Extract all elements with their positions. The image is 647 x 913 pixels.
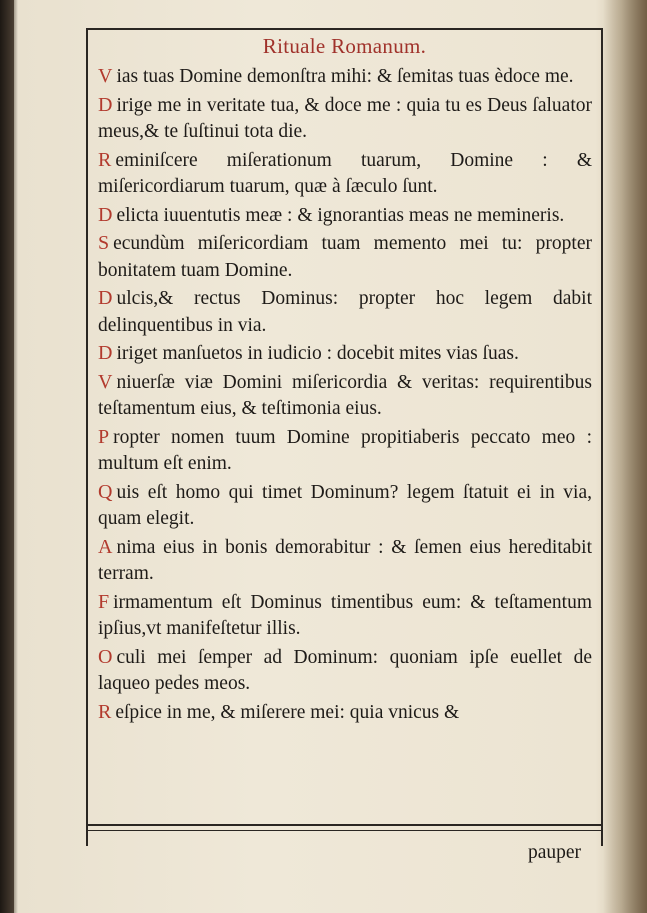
verse-text: eſpice in me, & miſerere mei: quia vnicus &	[115, 701, 460, 723]
verse-text: niuerſæ viæ Domini miſericordia & veritas: requirentibus teſtamentum eius, & teſtimonia eius.	[98, 371, 592, 419]
verse-text: irmamentum eſt Dominus timentibus eum: & teſtamentum ipſius,vt manifeſtetur illis.	[98, 591, 592, 639]
verse-text: ulcis,& rectus Dominus: propter hoc legem dabit delinquentibus in via.	[98, 288, 592, 336]
red-initial: R	[98, 700, 112, 723]
red-initial: S	[98, 232, 110, 254]
verse	[98, 534, 592, 588]
bottom-rule-thick	[86, 824, 603, 826]
verse	[98, 63, 592, 91]
verse	[98, 230, 592, 284]
verse	[98, 424, 592, 478]
verse	[98, 340, 592, 368]
book-spine	[0, 0, 14, 913]
red-initial: P	[98, 425, 110, 448]
verse-text: culi mei ſemper ad Dominum: quoniam ipſe euellet de laqueo pedes meos.	[98, 646, 592, 694]
verse	[98, 644, 592, 698]
red-initial: V	[98, 65, 113, 87]
red-initial: D	[98, 342, 113, 364]
verse	[98, 147, 592, 201]
running-head: Rituale Romanum.	[262, 34, 427, 58]
verse	[98, 285, 592, 339]
page-edge-shadow	[603, 0, 647, 913]
verse-text: uis eſt homo qui timet Dominum? legem ſtatuit ei in via, quam elegit.	[98, 481, 592, 529]
red-initial: D	[98, 287, 113, 309]
verse	[98, 369, 592, 423]
verse-text: eminiſcere miſerationum tuarum, Domine : & miſericordiarum tuarum, quæ à ſæculo ſunt.	[98, 149, 592, 197]
red-initial: Q	[98, 480, 113, 503]
bottom-rule-thin	[86, 830, 603, 831]
verse	[98, 202, 592, 230]
verse	[98, 699, 592, 727]
verse-text: nima eius in bonis demorabitur : & ſemen eius hereditabit terram.	[98, 536, 592, 584]
red-initial: D	[98, 93, 113, 116]
verse	[98, 92, 592, 146]
verse-text: iriget manſuetos in iudicio : docebit mites vias ſuas.	[116, 343, 519, 364]
red-initial: D	[98, 203, 113, 226]
verse-text: ropter nomen tuum Domine propitiaberis peccato meo : multum eſt enim.	[98, 426, 592, 474]
verse-text: irige me in veritate tua, & doce me : quia tu es Deus ſaluator meus,& te ſuſtinui tota die.	[98, 94, 592, 142]
red-initial: O	[98, 645, 113, 668]
catchword: pauper	[527, 842, 581, 863]
red-initial: F	[98, 590, 110, 613]
verse-text: ecundùm miſericordiam tuam memento mei tu: propter bonitatem tuam Domine.	[98, 233, 592, 281]
psalm-text	[98, 63, 592, 726]
verse-text: ias tuas Domine demonſtra mihi: & ſemitas tuas èdoce me.	[116, 66, 574, 87]
verse	[98, 479, 592, 533]
red-initial: A	[98, 535, 113, 558]
red-initial: R	[98, 148, 112, 171]
red-initial: V	[98, 370, 113, 393]
verse-text: elicta iuuentutis meæ : & ignorantias meas ne memineris.	[116, 204, 565, 226]
verse	[98, 589, 592, 643]
